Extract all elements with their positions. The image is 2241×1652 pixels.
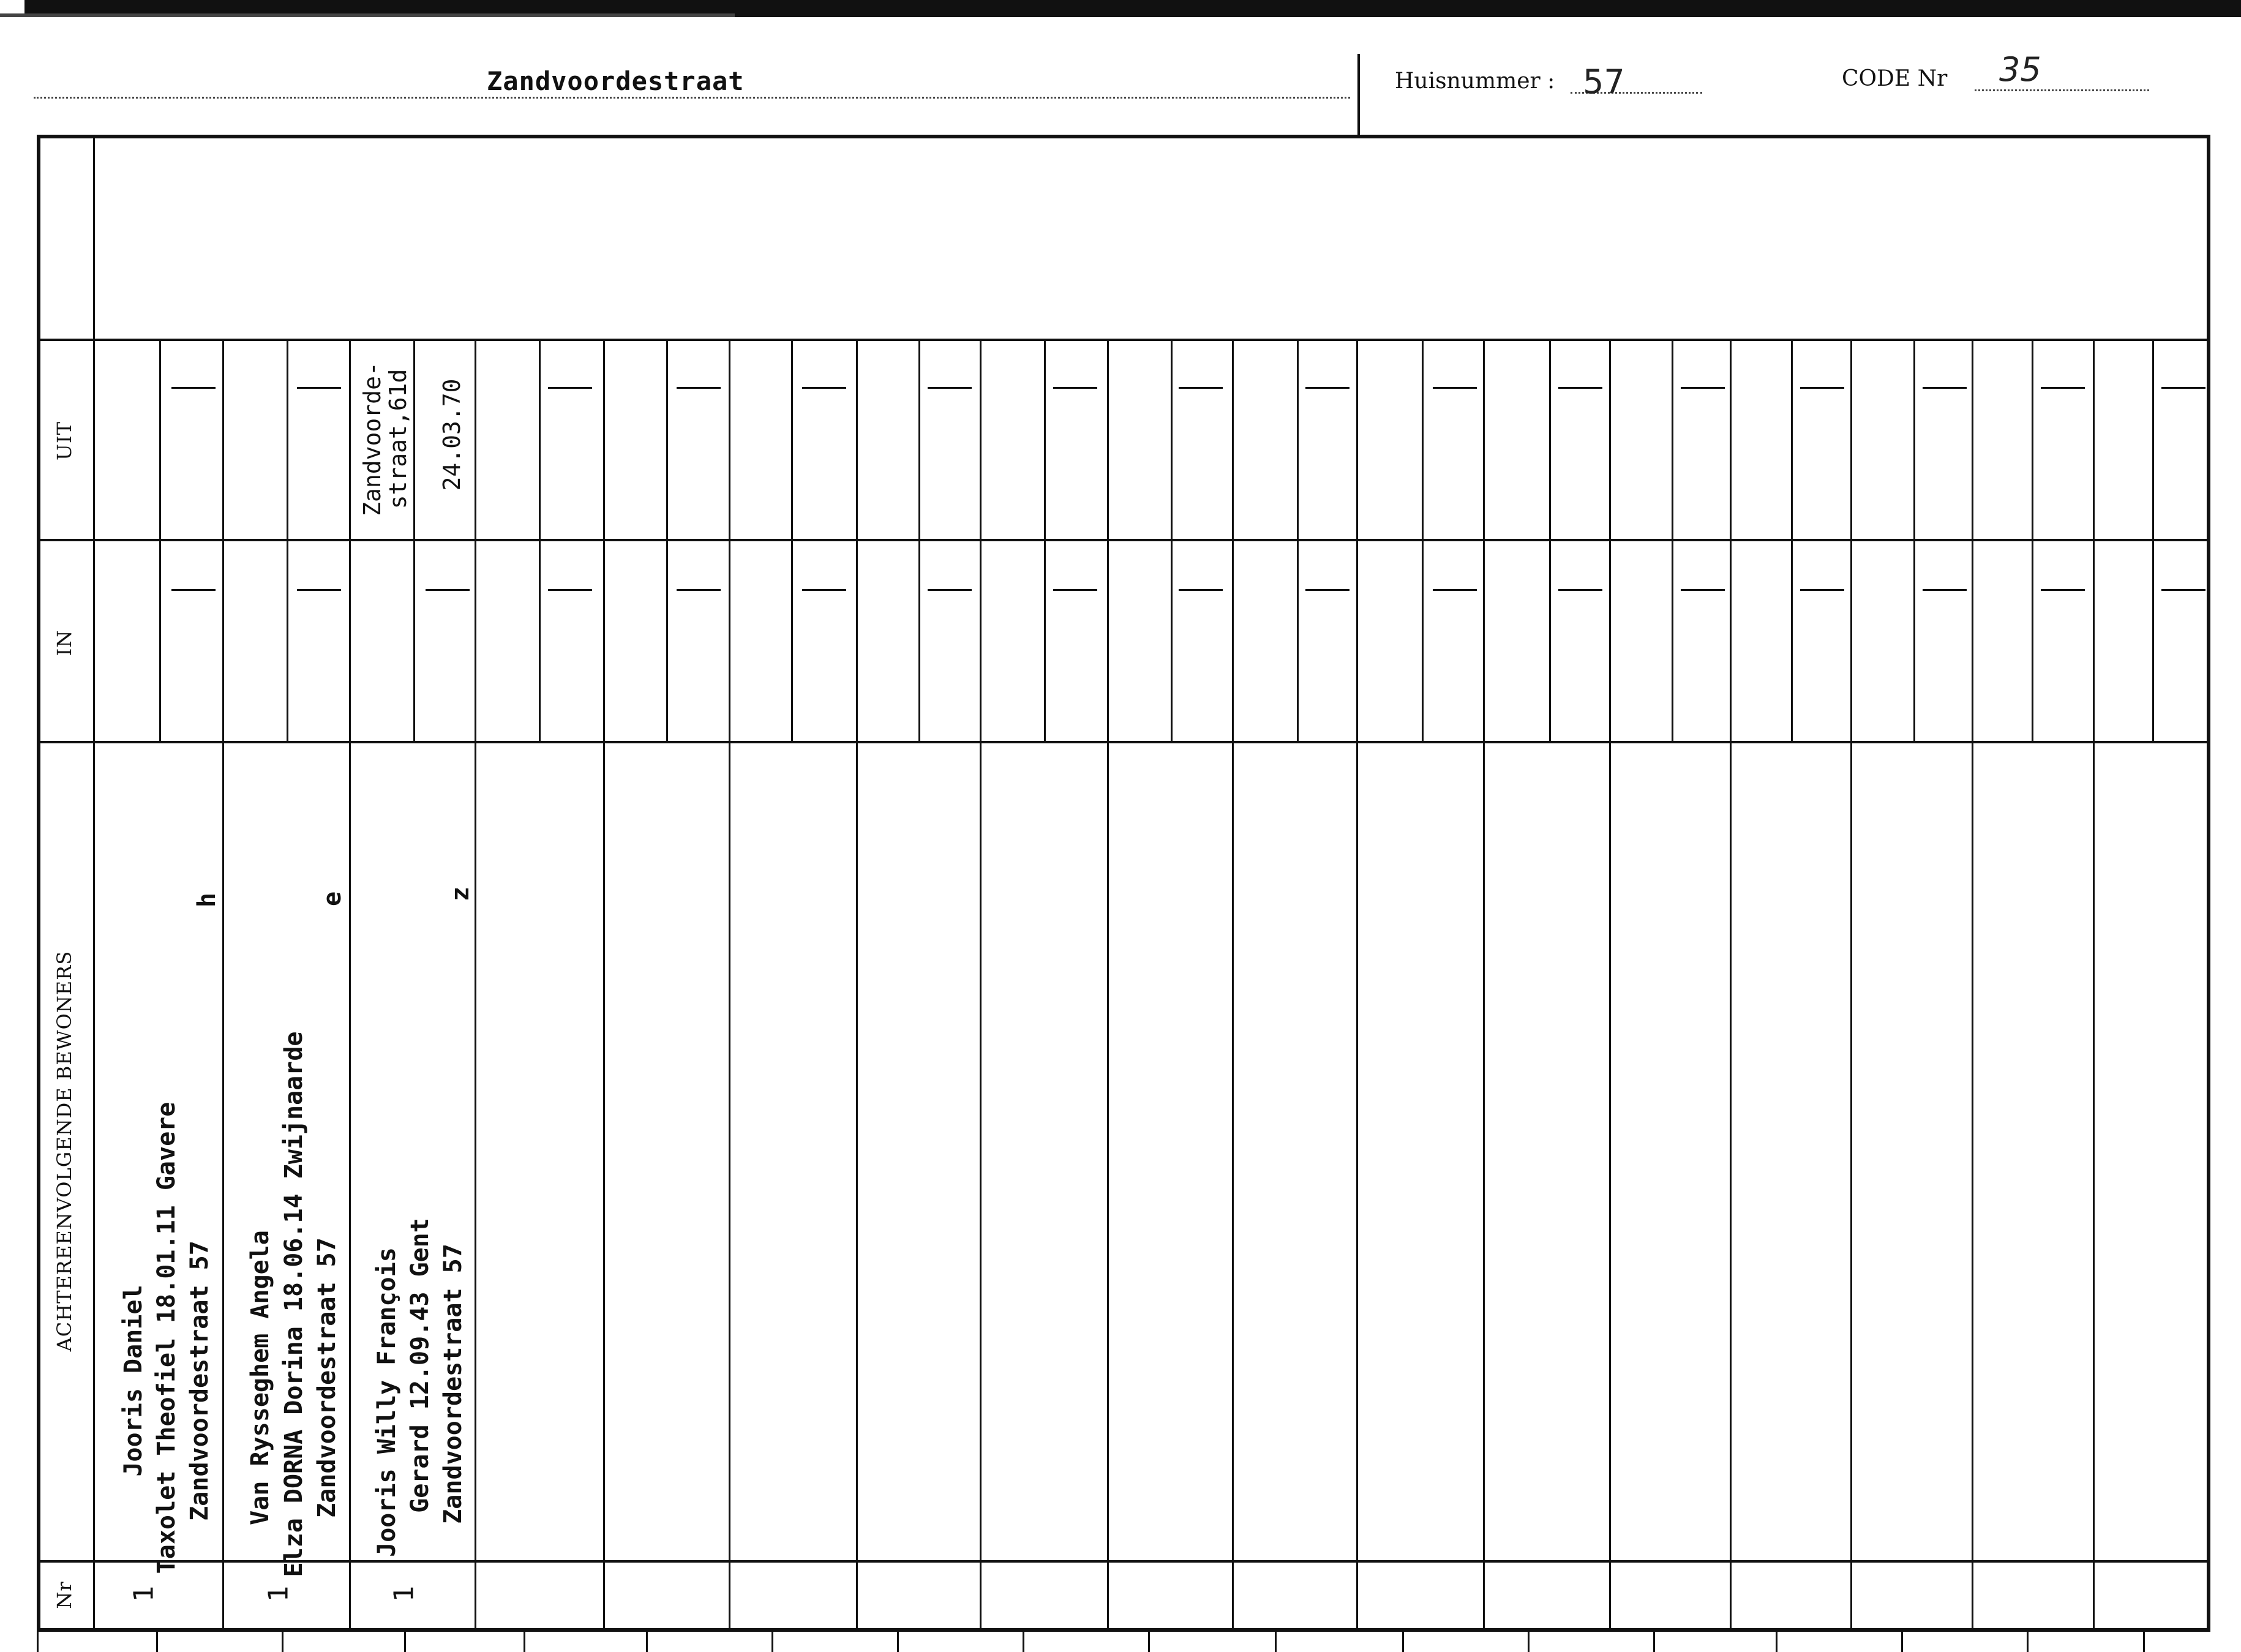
- half-column-divider-12: [1549, 340, 1551, 741]
- bottom-tick-4: [404, 1632, 406, 1652]
- uit-date: 24.03.70: [438, 378, 465, 491]
- in-dash-17: [2161, 589, 2205, 591]
- bottom-tick-10: [1148, 1632, 1150, 1652]
- bottom-tick-7: [771, 1632, 773, 1652]
- half-column-divider-8: [1044, 340, 1046, 741]
- column-divider-11: [1483, 340, 1485, 1629]
- column-divider-1: [222, 340, 224, 1629]
- uit-dash-2: [297, 387, 341, 389]
- resident-1-mark: h: [193, 892, 221, 908]
- resident-2-line-3: Zandvoordestraat 57: [313, 1237, 341, 1518]
- label-column-divider: [93, 138, 95, 1628]
- resident-3-line-2: Gerard 12.09.43 Gent: [406, 1218, 434, 1513]
- bottom-tick-18: [2143, 1632, 2145, 1652]
- header-separator: [1357, 54, 1360, 137]
- uit-dash-12: [1681, 387, 1725, 389]
- bewoners-label: ACHTEREENVOLGENDE BEWONERS: [53, 950, 76, 1352]
- half-column-divider-11: [1422, 340, 1424, 741]
- resident-3-mark: z: [446, 886, 475, 902]
- bottom-tick-12: [1402, 1632, 1404, 1652]
- register-table: [37, 135, 2210, 1632]
- bottom-tick-2: [156, 1632, 158, 1652]
- uit-dash-3: [548, 387, 592, 389]
- column-divider-6: [856, 340, 858, 1629]
- code-label: CODE Nr: [1842, 66, 1948, 91]
- half-column-divider-1: [159, 340, 161, 741]
- resident-2-line-2: Elza DORNA Dorina 18.06.14 Zwijnaarde: [280, 1031, 308, 1577]
- in-dash-7: [928, 589, 972, 591]
- column-divider-7: [980, 340, 982, 1629]
- uit-dash-4: [677, 387, 721, 389]
- column-divider-16: [2093, 340, 2095, 1629]
- half-column-divider-2: [287, 340, 288, 741]
- code-dotted-line: [1975, 89, 2149, 91]
- resident-1-line-1: Jooris Daniel: [119, 1285, 148, 1477]
- resident-2-mark: e: [318, 891, 347, 907]
- resident-1-line-2: Taxolet Theofiel 18.01.11 Gavere: [152, 1102, 181, 1574]
- bottom-tick-8: [897, 1632, 899, 1652]
- column-divider-9: [1232, 340, 1234, 1629]
- uit-dash-16: [2161, 387, 2205, 389]
- huisnummer-label: Huisnummer :: [1395, 69, 1555, 94]
- row-separator-top: [40, 339, 2208, 341]
- half-column-divider-15: [1913, 340, 1915, 741]
- in-dash-3: [426, 589, 470, 591]
- resident-2-nr: 1: [263, 1585, 295, 1602]
- uit-dash-14: [1923, 387, 1967, 389]
- in-dash-13: [1681, 589, 1725, 591]
- nr-label: Nr: [53, 1581, 76, 1609]
- in-dash-11: [1433, 589, 1477, 591]
- in-dash-16: [2041, 589, 2085, 591]
- uit-place-line-1: Zandvoorde-: [359, 362, 386, 516]
- column-divider-5: [729, 340, 730, 1629]
- resident-3-nr: 1: [388, 1585, 420, 1602]
- column-divider-3: [475, 340, 476, 1629]
- half-column-divider-5: [666, 340, 668, 741]
- half-column-divider-10: [1297, 340, 1299, 741]
- uit-label: UIT: [53, 421, 76, 460]
- half-column-divider-13: [1672, 340, 1673, 741]
- in-dash-2: [297, 589, 341, 591]
- half-column-divider-7: [918, 340, 920, 741]
- in-dash-8: [1053, 589, 1097, 591]
- bottom-tick-9: [1023, 1632, 1024, 1652]
- column-divider-13: [1730, 340, 1732, 1629]
- bottom-tick-6: [646, 1632, 648, 1652]
- resident-1-nr: 1: [128, 1585, 160, 1602]
- half-column-divider-4: [539, 340, 541, 741]
- column-divider-10: [1356, 340, 1358, 1629]
- half-column-divider-3: [413, 340, 415, 741]
- resident-2-line-1: Van Rysseghem Angela: [246, 1230, 274, 1525]
- half-column-divider-16: [2032, 340, 2033, 741]
- column-divider-2: [349, 340, 351, 1629]
- bottom-tick-5: [524, 1632, 525, 1652]
- half-column-divider-9: [1171, 340, 1173, 741]
- row-separator-bewoners-nr: [40, 1560, 2208, 1563]
- top-edge-bar-shadow: [0, 13, 735, 17]
- uit-dash-1: [171, 387, 216, 389]
- column-divider-8: [1107, 340, 1109, 1629]
- uit-dash-13: [1800, 387, 1844, 389]
- uit-dash-15: [2041, 387, 2085, 389]
- uit-dash-8: [1179, 387, 1223, 389]
- column-divider-14: [1850, 340, 1852, 1629]
- in-dash-10: [1305, 589, 1349, 591]
- in-dash-1: [171, 589, 216, 591]
- in-dash-4: [548, 589, 592, 591]
- bottom-tick-11: [1275, 1632, 1277, 1652]
- uit-dash-11: [1558, 387, 1602, 389]
- in-dash-14: [1800, 589, 1844, 591]
- street-name: Zandvoordestraat: [487, 66, 745, 96]
- resident-3-line-1: Jooris Willy François: [373, 1247, 401, 1557]
- half-column-divider-6: [791, 340, 793, 741]
- street-dotted-line: [34, 97, 1350, 99]
- huisnummer-value: 57: [1583, 62, 1625, 101]
- bottom-tick-16: [1901, 1632, 1903, 1652]
- bottom-tick-15: [1776, 1632, 1777, 1652]
- in-dash-12: [1558, 589, 1602, 591]
- bottom-tick-14: [1653, 1632, 1655, 1652]
- in-dash-5: [677, 589, 721, 591]
- uit-dash-7: [1053, 387, 1097, 389]
- uit-dash-6: [928, 387, 972, 389]
- half-column-divider-17: [2152, 340, 2154, 741]
- column-divider-12: [1609, 340, 1611, 1629]
- in-dash-15: [1923, 589, 1967, 591]
- uit-dash-10: [1433, 387, 1477, 389]
- code-value: 35: [1999, 50, 2041, 89]
- row-separator-uit-in: [40, 539, 2208, 541]
- resident-1-line-3: Zandvoordestraat 57: [186, 1241, 214, 1521]
- bottom-tick-13: [1528, 1632, 1530, 1652]
- bottom-tick-3: [282, 1632, 283, 1652]
- half-column-divider-14: [1791, 340, 1793, 741]
- bottom-tick-17: [2027, 1632, 2029, 1652]
- in-label: IN: [53, 629, 76, 656]
- in-dash-6: [802, 589, 846, 591]
- uit-dash-9: [1305, 387, 1349, 389]
- resident-3-line-3: Zandvoordestraat 57: [439, 1244, 467, 1524]
- column-divider-4: [603, 340, 605, 1629]
- uit-dash-5: [802, 387, 846, 389]
- row-separator-in-bewoners: [40, 741, 2208, 743]
- column-divider-15: [1972, 340, 1973, 1629]
- uit-place-line-2: straat,61d: [385, 369, 411, 509]
- bottom-tick-1: [37, 1632, 39, 1652]
- in-dash-9: [1179, 589, 1223, 591]
